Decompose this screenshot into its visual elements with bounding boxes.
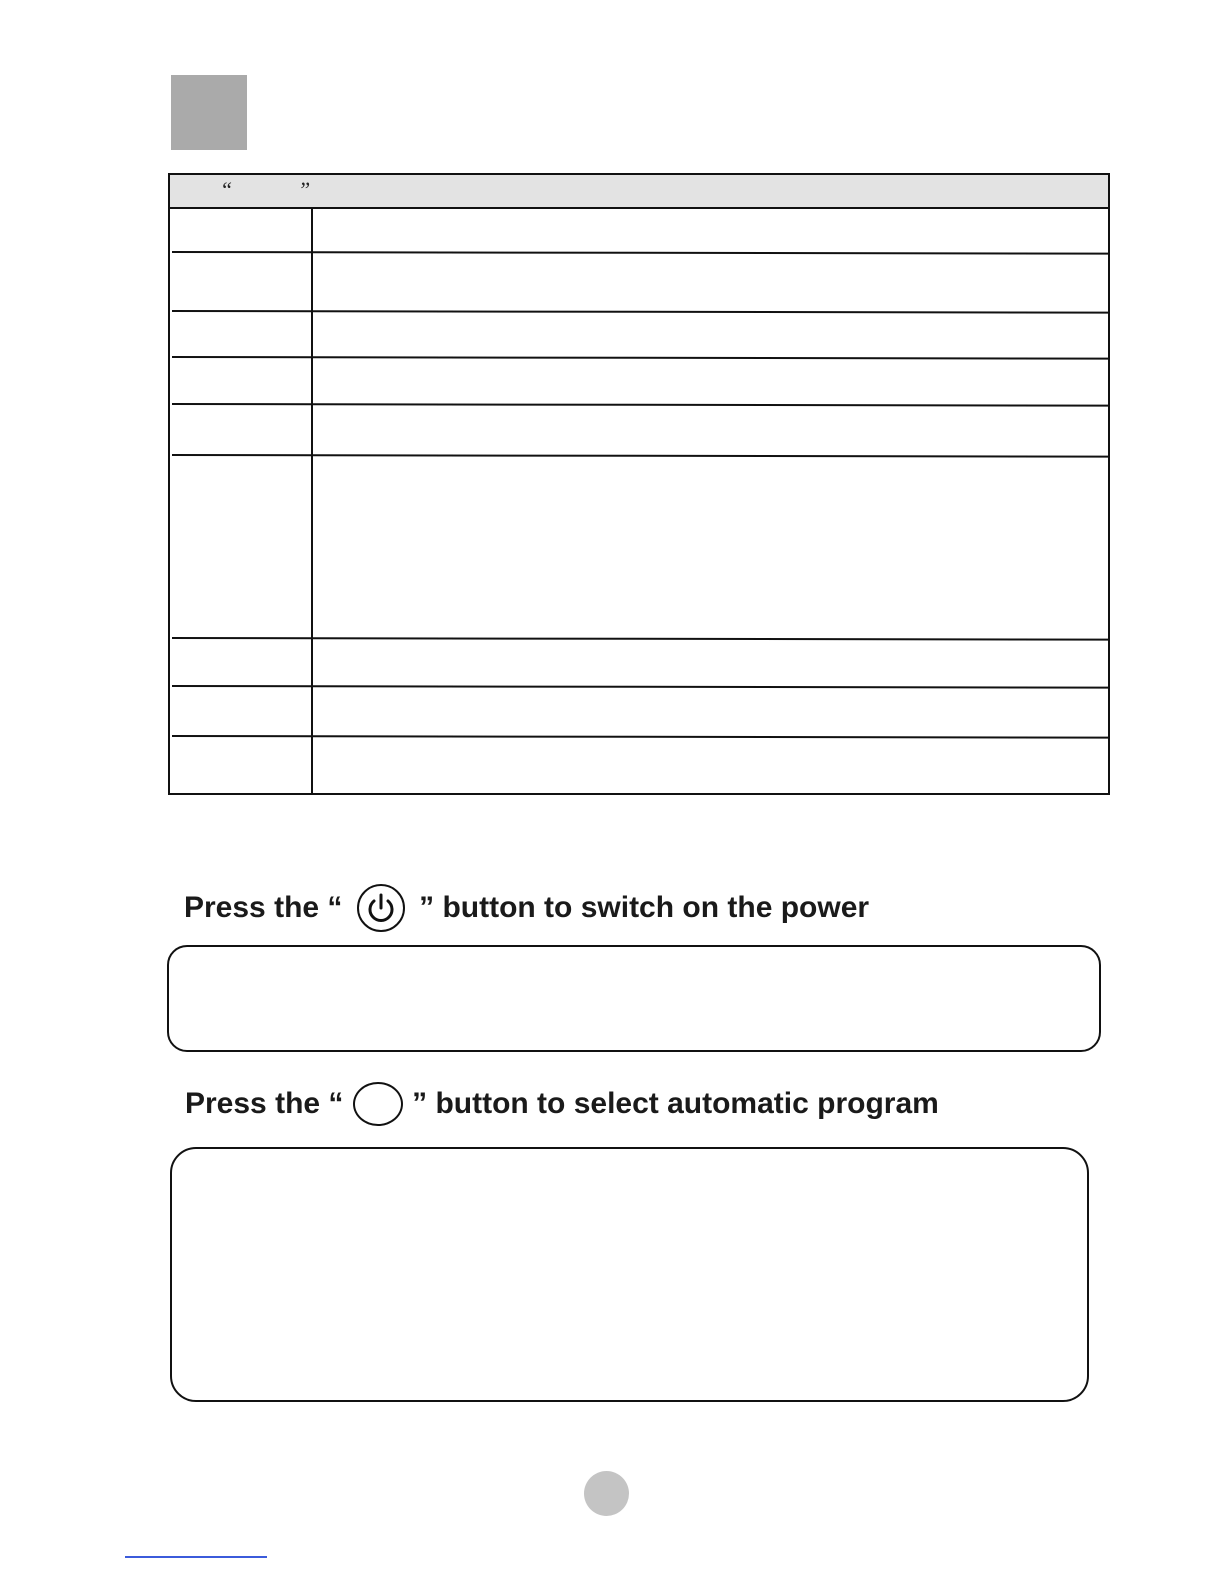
section-marker bbox=[171, 75, 247, 150]
instruction-program-suffix: ” button to select automatic program bbox=[412, 1087, 939, 1120]
table-header bbox=[170, 175, 1108, 209]
instruction-power-suffix: ” button to switch on the power bbox=[419, 891, 870, 924]
instruction-program bbox=[185, 1082, 939, 1126]
header-close-quote: ” bbox=[298, 177, 311, 202]
header-open-quote: “ bbox=[220, 177, 233, 202]
instruction-power-prefix: Press the “ bbox=[184, 891, 343, 924]
power-icon bbox=[357, 884, 405, 932]
note-box-power bbox=[167, 945, 1101, 1052]
program-table bbox=[168, 173, 1110, 795]
instruction-program-prefix: Press the “ bbox=[185, 1087, 344, 1120]
page-number-circle bbox=[584, 1471, 629, 1516]
instruction-power bbox=[184, 884, 869, 932]
footer-link-underline[interactable] bbox=[125, 1556, 267, 1558]
column-divider bbox=[311, 209, 313, 795]
note-box-program bbox=[170, 1147, 1089, 1402]
blank-button-icon bbox=[353, 1082, 403, 1126]
